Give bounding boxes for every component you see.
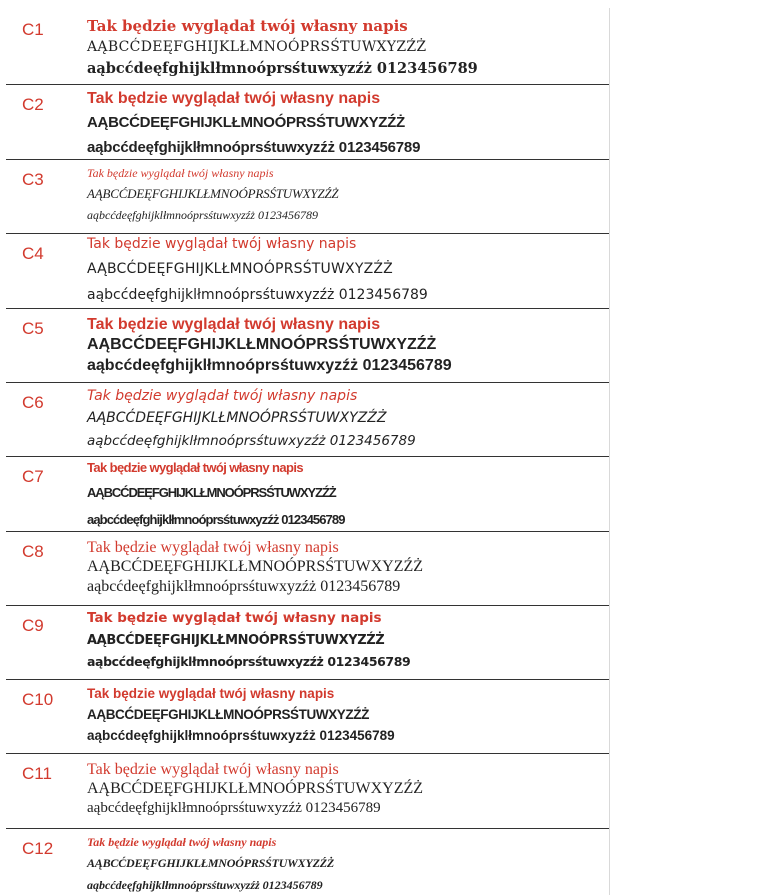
sample-uppercase: AĄBCĆDEĘFGHIJKLŁMNOÓPRSŚTUWXYZŹŻ xyxy=(87,780,424,797)
sample-uppercase: AĄBCĆDEĘFGHIJKLŁMNOÓPRSŚTUWXYZŹŻ xyxy=(87,410,387,426)
sample-title: Tak będzie wyglądał twój własny napis xyxy=(87,761,339,778)
font-sample-c9 xyxy=(0,606,610,679)
sample-uppercase: AĄBCĆDEĘFGHIJKLŁMNOÓPRSŚTUWXYZŹŻ xyxy=(87,856,334,870)
sample-lowercase: aąbcćdeęfghijklłmnoóprsśtuwxyzźż 0123456789 xyxy=(87,878,323,892)
sample-title: Tak będzie wyglądał twój własny napis xyxy=(87,539,339,556)
font-sample-c3 xyxy=(0,160,610,233)
font-code: C11 xyxy=(22,764,52,783)
sample-title: Tak będzie wyglądał twój własny napis xyxy=(87,166,274,180)
font-sample-c11 xyxy=(0,754,610,828)
sample-title: Tak będzie wyglądał twój własny napis xyxy=(87,686,335,701)
font-code: C3 xyxy=(22,170,44,189)
font-code: C12 xyxy=(22,839,54,858)
font-code: C1 xyxy=(22,20,44,39)
sample-title: Tak będzie wyglądał twój własny napis xyxy=(87,90,381,107)
font-code: C5 xyxy=(22,319,44,338)
font-code: C10 xyxy=(22,690,54,709)
sample-uppercase: AĄBCĆDEĘFGHIJKLŁMNOÓPRSŚTUWXYZŹŻ xyxy=(87,114,405,131)
font-code: C7 xyxy=(22,467,44,486)
sample-lowercase: aąbcćdeęfghijklłmnoóprsśtuwxyzźż 0123456789 xyxy=(87,800,381,816)
font-code: C9 xyxy=(22,616,44,635)
font-sample-c2 xyxy=(0,85,610,159)
font-code: C4 xyxy=(22,244,44,263)
sample-uppercase: AĄBCĆDEĘFGHIJKLŁMNOÓPRSŚTUWXYZŹŻ xyxy=(87,261,393,277)
sample-title: Tak będzie wyglądał twój własny napis xyxy=(87,316,381,333)
sample-lowercase: aąbcćdeęfghijklłmnoóprsśtuwxyzźż 0123456789 xyxy=(87,208,318,222)
sample-uppercase: AĄBCĆDEĘFGHIJKLŁMNOÓPRSŚTUWXYZŹŻ xyxy=(87,558,424,575)
sample-uppercase: AĄBCĆDEĘFGHIJKLŁMNOÓPRSŚTUWXYZŹŻ xyxy=(87,633,385,648)
font-sample-c8 xyxy=(0,532,610,605)
font-sample-c1 xyxy=(0,0,610,84)
font-code: C6 xyxy=(22,393,44,412)
sample-lowercase: aąbcćdeęfghijklłmnoóprsśtuwxyzźż 0123456789 xyxy=(87,512,345,527)
sample-uppercase: AĄBCĆDEĘFGHIJKLŁMNOÓPRSŚTUWXYZŹŻ xyxy=(87,39,427,55)
sample-title: Tak będzie wyglądał twój własny napis xyxy=(87,236,357,252)
sample-title: Tak będzie wyglądał twój własny napis xyxy=(87,388,358,404)
font-sample-c10 xyxy=(0,680,610,753)
font-sample-c6 xyxy=(0,383,610,456)
sample-lowercase: aąbcćdeęfghijklłmnoóprsśtuwxyzźż 0123456789 xyxy=(87,578,401,595)
font-sample-c5 xyxy=(0,309,610,382)
font-code: C2 xyxy=(22,95,44,114)
sample-lowercase: aąbcćdeęfghijklłmnoóprsśtuwxyzźż 0123456789 xyxy=(87,287,428,303)
sample-uppercase: AĄBCĆDEĘFGHIJKLŁMNOÓPRSŚTUWXYZŹŻ xyxy=(87,707,369,722)
sample-title: Tak będzie wyglądał twój własny napis xyxy=(87,610,382,626)
sample-lowercase: aąbcćdeęfghijklłmnoóprsśtuwxyzźż 0123456789 xyxy=(87,728,395,743)
font-code: C8 xyxy=(22,542,44,561)
sample-title: Tak będzie wyglądał twój własny napis xyxy=(87,460,303,475)
sample-lowercase: aąbcćdeęfghijklłmnoóprsśtuwxyzźż 0123456789 xyxy=(87,433,416,449)
sample-title: Tak będzie wyglądał twój własny napis xyxy=(87,17,408,35)
sample-title: Tak będzie wyglądał twój własny napis xyxy=(87,835,277,849)
sample-lowercase: aąbcćdeęfghijklłmnoóprsśtuwxyzźż 0123456789 xyxy=(87,139,421,156)
font-sample-c7 xyxy=(0,457,610,531)
font-sample-c12 xyxy=(0,829,610,895)
sample-uppercase: AĄBCĆDEĘFGHIJKLŁMNOÓPRSŚTUWXYZŹŻ xyxy=(87,186,339,201)
sample-uppercase: AĄBCĆDEĘFGHIJKLŁMNOÓPRSŚTUWXYZŹŻ xyxy=(87,485,336,500)
sample-uppercase: AĄBCĆDEĘFGHIJKLŁMNOÓPRSŚTUWXYZŹŻ xyxy=(87,336,437,353)
font-sample-c4 xyxy=(0,234,610,308)
sample-lowercase: aąbcćdeęfghijklłmnoóprsśtuwxyzźż 0123456789 xyxy=(87,357,452,374)
sample-lowercase: aąbcćdeęfghijklłmnoóprsśtuwxyzźż 0123456789 xyxy=(87,60,478,77)
sample-lowercase: aąbcćdeęfghijklłmnoóprsśtuwxyzźż 0123456789 xyxy=(87,654,411,669)
